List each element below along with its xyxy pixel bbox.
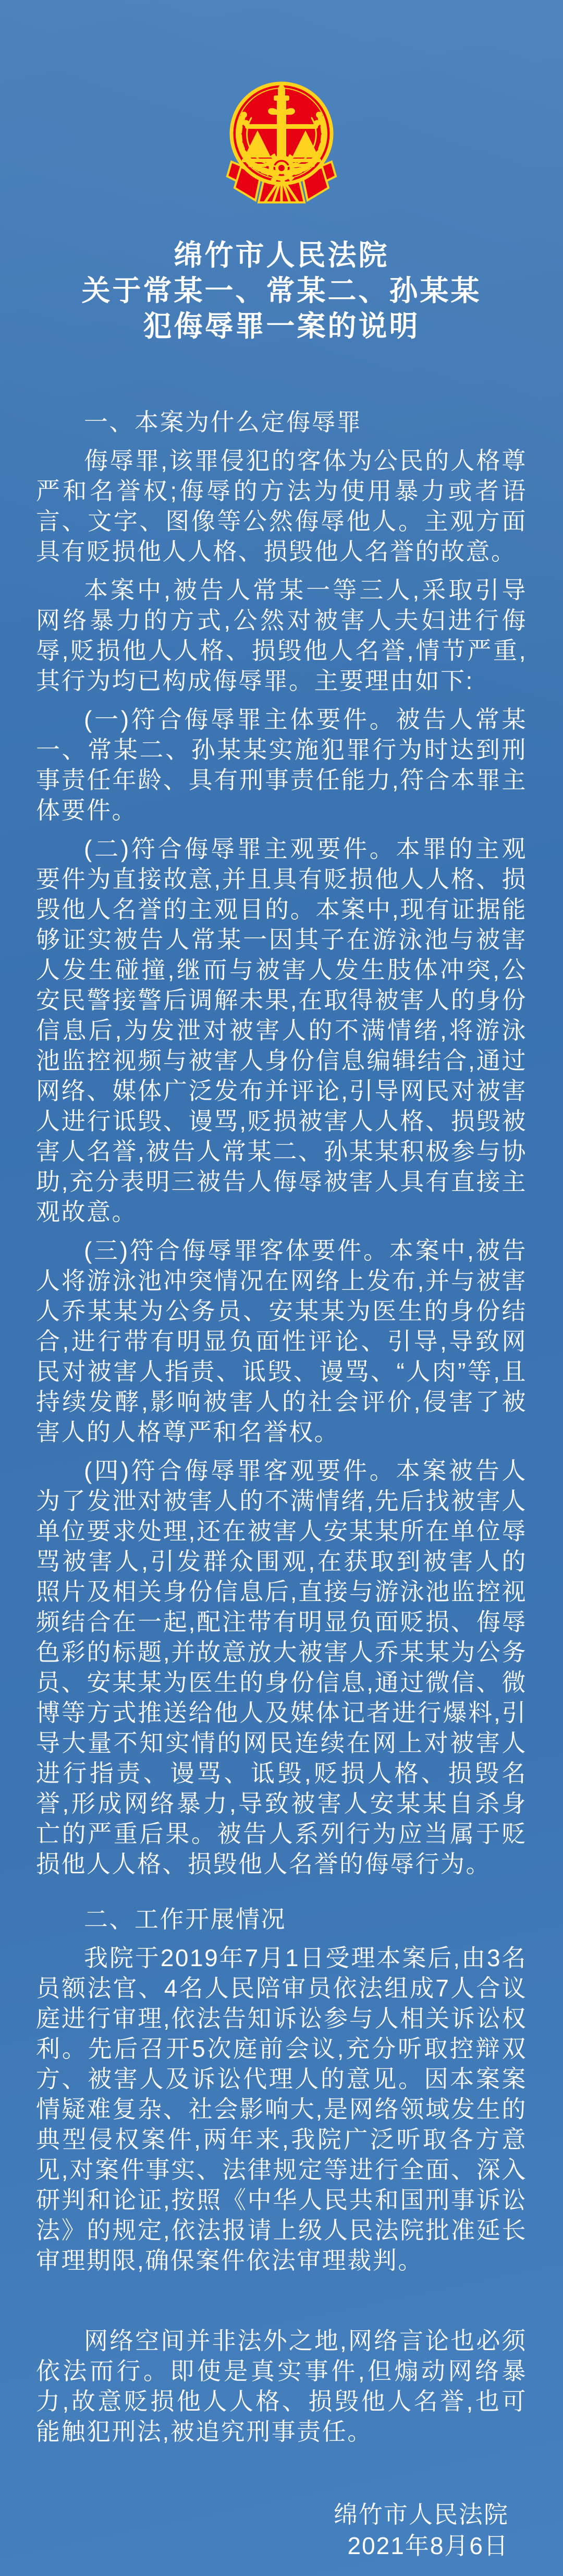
- court-emblem-graphic: [225, 79, 338, 208]
- closing-paragraph: 网络空间并非法外之地,网络言论也必须依法而行。即使是真实事件,但煽动网络暴力,故意贬损他人人格、损毁他人名誉,也可能触犯刑法,被追究刑事责任。: [36, 2327, 527, 2445]
- announcement-body: [36, 407, 527, 2447]
- title-line-case: 犯侮辱罪一案的说明: [143, 310, 420, 342]
- signature-block: [0, 2499, 563, 2561]
- body-paragraph: 我院于2019年7月1日受理本案后,由3名员额法官、4名人民陪审员依法组成7人合议庭进行审理,依法告知诉讼参与人相关诉讼权利。先后召开5次庭前会议,充分听取控辩双方、被害人及诉讼代理人的意见。因本案案情疑难复杂、社会影响大,是网络领域发生的典型侵权案件,两年来,我院广泛听取各方意见,对案件事实、法律规定等进行全面、深入研判和论证,按照《中华人民共和国刑事诉讼法》的规定,依法报请上级人民法院批准延长审理期限,确保案件依法审理裁判。: [36, 1944, 527, 2274]
- title-line-court: 绵竹市人民法院: [174, 239, 389, 271]
- body-paragraph: 侮辱罪,该罪侵犯的客体为公民的人格尊严和名誉权;侮辱的方法为使用暴力或者语言、文字、图像等公然侮辱他人。主观方面具有贬损他人人格、损毁他人名誉的故意。: [36, 447, 527, 565]
- title-line-defendants: 关于常某一、常某二、孙某某: [81, 275, 482, 307]
- body-paragraph: (三)符合侮辱罪客体要件。本案中,被告人将游泳池冲突情况在网络上发布,并与被害人乔某某为公务员、安某某为医生的身份结合,进行带有明显负面性评论、引导,导致网民对被害人指责、诋毁、谩骂、“人肉”等,且持续发酵,影响被害人的社会评价,侵害了被害人的人格尊严和名誉权。: [36, 1237, 527, 1446]
- section-1-heading: 一、本案为什么定侮辱罪: [84, 408, 362, 436]
- section-2-heading: 二、工作开展情况: [84, 1906, 286, 1933]
- body-paragraph: (二)符合侮辱罪主观要件。本罪的主观要件为直接故意,并且具有贬损他人人格、损毁他人名誉的主观目的。本案中,现有证据能够证实被告人常某一因其子在游泳池与被害人发生碰撞,继而与被害人发生肢体冲突,公安民警接警后调解未果,在取得被害人的身份信息后,为发泄对被害人的不满情绪,将游泳池监控视频与被害人身份信息编辑结合,通过网络、媒体广泛发布并评论,引导网民对被害人进行诋毁、谩骂,贬损被害人人格、损毁被害人名誉,被告人常某二、孙某某积极参与协助,充分表明三被告人侮辱被害人具有直接主观故意。: [36, 835, 527, 1225]
- page-title: [0, 238, 563, 344]
- signature-org: 绵竹市人民法院: [334, 2501, 509, 2528]
- body-paragraph: (一)符合侮辱罪主体要件。被告人常某一、常某二、孙某某实施犯罪行为时达到刑事责任年龄、具有刑事责任能力,符合本罪主体要件。: [36, 706, 527, 824]
- peoples-court-emblem-icon: [225, 79, 338, 208]
- signature-date: 2021年8月6日: [347, 2532, 509, 2559]
- body-paragraph: 本案中,被告人常某一等三人,采取引导网络暴力的方式,公然对被害人夫妇进行侮辱,贬损他人人格、损毁他人名誉,情节严重,其行为均已构成侮辱罪。主要理由如下:: [36, 576, 527, 694]
- body-paragraph: (四)符合侮辱罪客观要件。本案被告人为了发泄对被害人的不满情绪,先后找被害人单位要求处理,还在被害人安某某所在单位辱骂被害人,引发群众围观,在获取到被害人的照片及相关身份信息后,直接与游泳池监控视频结合在一起,配注带有明显负面贬损、侮辱色彩的标题,并故意放大被害人乔某某为公务员、安某某为医生的身份信息,通过微信、微博等方式推送给他人及媒体记者进行爆料,引导大量不知实情的网民连续在网上对被害人进行指责、谩骂、诋毁,贬损人格、损毁名誉,形成网络暴力,导致被害人安某某自杀身亡的严重后果。被告人系列行为应当属于贬损他人人格、损毁他人名誉的侮辱行为。: [36, 1457, 527, 1877]
